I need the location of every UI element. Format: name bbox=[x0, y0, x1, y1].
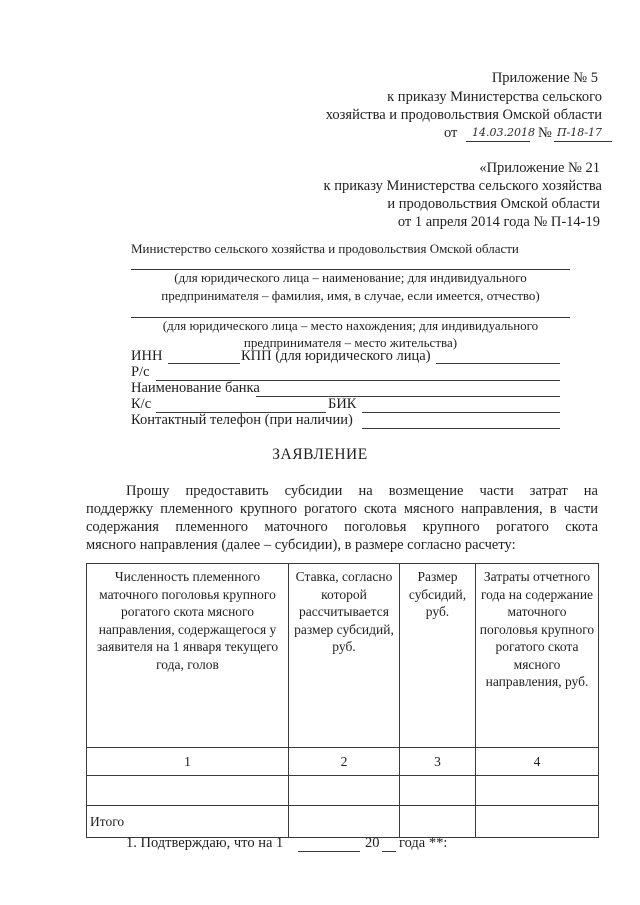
statement-line-1: Прошу предоставить субсидии на возмещение части затрат на bbox=[126, 483, 598, 499]
name-hint-2: предпринимателя – фамилия, имя, в случае, если имеется, отчество) bbox=[161, 288, 540, 303]
confirm-year-field[interactable] bbox=[382, 851, 396, 852]
ministry-name: Министерство сельского хозяйства и продовольствия Омской области bbox=[131, 241, 519, 256]
table-number-row bbox=[87, 748, 599, 776]
bik-field[interactable] bbox=[362, 412, 560, 413]
confirm-text-3: года **: bbox=[399, 835, 448, 851]
appendix-line-2: хозяйства и продовольствия Омской области bbox=[325, 107, 602, 123]
appendix-title: Приложение № 5 bbox=[491, 70, 598, 86]
data-cell-4[interactable] bbox=[476, 776, 599, 806]
date-underline bbox=[466, 141, 530, 142]
col-number-2: 2 bbox=[289, 748, 400, 776]
col-number-3: 3 bbox=[400, 748, 476, 776]
statement-line-4: мясного направления (далее – субсидии), в размере согласно расчету: bbox=[86, 537, 516, 553]
inn-label: ИНН bbox=[131, 348, 163, 364]
ks-label: К/с bbox=[131, 396, 152, 412]
table-data-row[interactable] bbox=[87, 776, 599, 806]
kpp-label: КПП (для юридического лица) bbox=[241, 348, 431, 364]
confirm-text-1: 1. Подтверждаю, что на 1 bbox=[126, 835, 284, 851]
confirm-text-2: 20 bbox=[365, 835, 380, 851]
num-underline bbox=[554, 141, 612, 142]
calculation-table bbox=[86, 563, 599, 838]
data-cell-3[interactable] bbox=[400, 776, 476, 806]
col-header-3: Размер субсидий, руб. bbox=[400, 564, 476, 748]
appendix-date-value: 14.03.2018 bbox=[472, 126, 535, 139]
appendix-line-1: к приказу Министерства сельского bbox=[387, 89, 602, 105]
statement-line-3: содержания племенного маточного поголовья крупного рогатого скота bbox=[86, 519, 598, 535]
col-number-1: 1 bbox=[87, 748, 289, 776]
phone-label: Контактный телефон (при наличии) bbox=[131, 412, 353, 428]
bank-field[interactable] bbox=[256, 396, 560, 397]
data-cell-1[interactable] bbox=[87, 776, 289, 806]
name-hint-1: (для юридического лица – наименование; для индивидуального bbox=[174, 270, 527, 285]
appendix-date-prefix: от bbox=[444, 125, 458, 141]
col-header-1: Численность племенного маточного поголовья крупного рогатого скота мясного направления, содержащегося у заявителя на 1 января текущего года, голов bbox=[87, 564, 289, 748]
bik-label: БИК bbox=[328, 396, 357, 412]
appendix-num-prefix: № bbox=[538, 125, 552, 141]
appendix21-line-1: к приказу Министерства сельского хозяйства bbox=[323, 178, 602, 194]
bank-label: Наименование банка bbox=[131, 380, 260, 396]
confirm-day-field[interactable] bbox=[298, 851, 360, 852]
col-header-4: Затраты отчетного года на содержание маточного поголовья крупного рогатого скота мясного направления, руб. bbox=[476, 564, 599, 748]
total-cell-3[interactable] bbox=[400, 806, 476, 838]
col-header-2: Ставка, согласно которой рассчитывается размер субсидий, руб. bbox=[289, 564, 400, 748]
address-hint-1: (для юридического лица – место нахождения; для индивидуального bbox=[162, 318, 539, 333]
total-label: Итого bbox=[87, 806, 289, 838]
appendix21-title: «Приложение № 21 bbox=[479, 160, 600, 176]
address-hint-2: предпринимателя – место жительства) bbox=[243, 335, 458, 350]
statement-line-2: поддержку племенного крупного рогатого скота мясного направления, в части bbox=[86, 501, 598, 517]
col-number-4: 4 bbox=[476, 748, 599, 776]
total-cell-2[interactable] bbox=[289, 806, 400, 838]
inn-field[interactable] bbox=[168, 363, 240, 364]
table-header-row bbox=[87, 564, 599, 748]
statement-title: ЗАЯВЛЕНИЕ bbox=[272, 446, 368, 463]
appendix-num-value: П-18-17 bbox=[557, 126, 603, 139]
appendix21-line-3: от 1 апреля 2014 года № П-14-19 bbox=[397, 214, 600, 230]
rs-label: Р/с bbox=[131, 364, 150, 380]
phone-field[interactable] bbox=[362, 428, 560, 429]
data-cell-2[interactable] bbox=[289, 776, 400, 806]
total-cell-4[interactable] bbox=[476, 806, 599, 838]
appendix21-line-2: и продовольствия Омской области bbox=[387, 196, 600, 212]
kpp-field[interactable] bbox=[436, 363, 560, 364]
table-total-row bbox=[87, 806, 599, 838]
